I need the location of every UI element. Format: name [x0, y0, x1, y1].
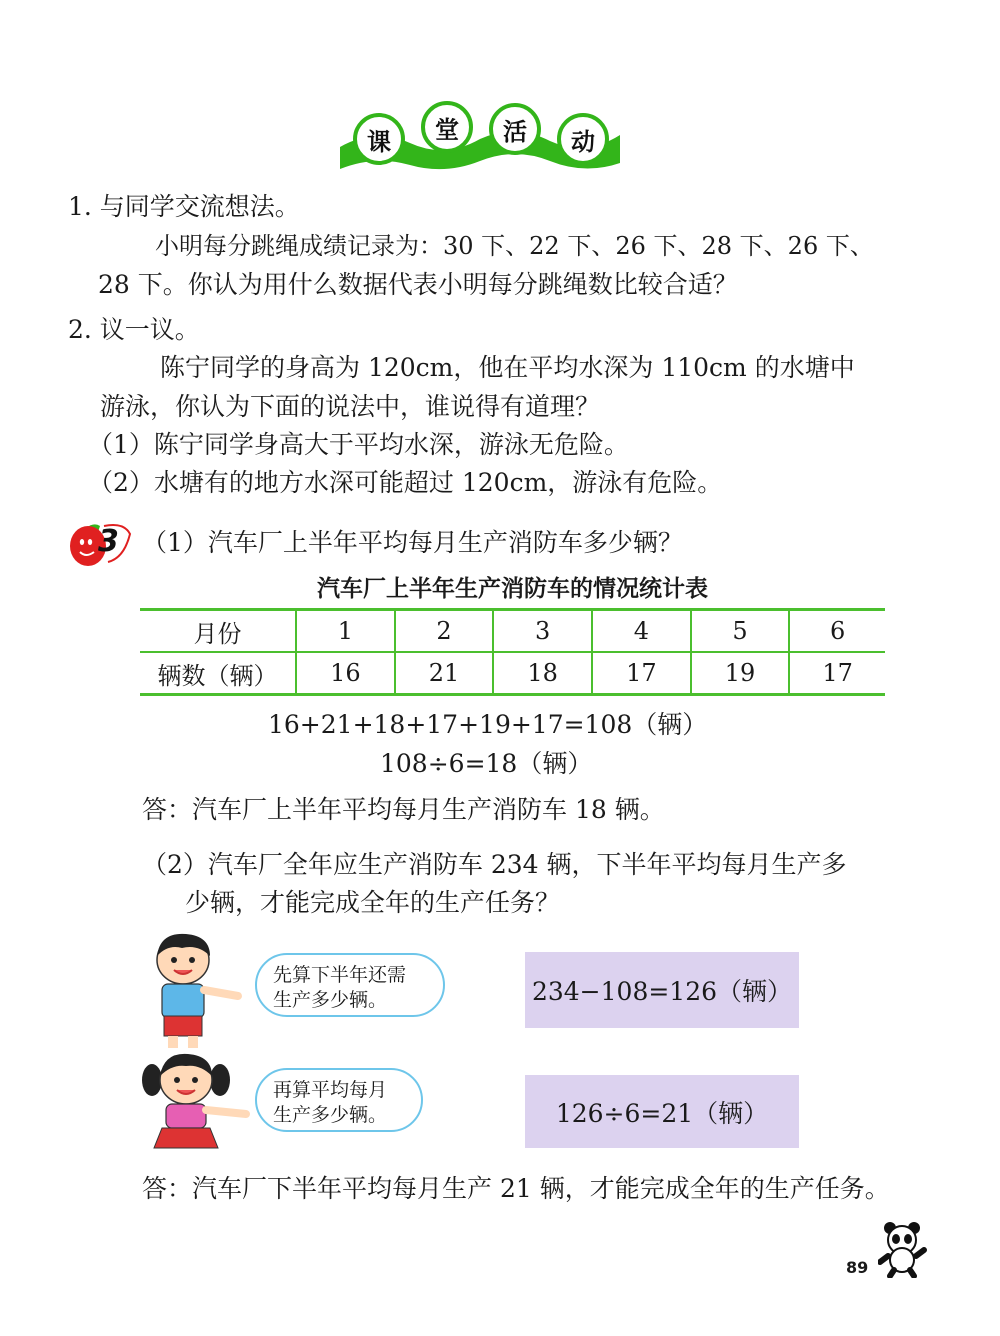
- boy-icon: [138, 930, 248, 1050]
- girl-speech-line-1: 再算平均每月: [273, 1079, 388, 1101]
- example-number: 3: [98, 524, 119, 559]
- table-cell-count: 17: [789, 652, 885, 695]
- activity-1-title: 1. 与同学交流想法。: [68, 192, 300, 221]
- section-banner: [335, 95, 625, 175]
- girl-illustration: [138, 1050, 256, 1150]
- page-number: 89: [846, 1258, 869, 1277]
- stats-table: [140, 608, 885, 696]
- table-cell-month: 3: [493, 610, 592, 653]
- table-cell-count: 16: [296, 652, 395, 695]
- answer-2: 答：汽车厂下半年平均每月生产 21 辆，才能完成全年的生产任务。: [142, 1174, 890, 1203]
- calculation-sum: 16+21+18+17+19+17=108（辆）: [268, 710, 708, 739]
- table-cell-count: 19: [691, 652, 790, 695]
- calculation-average: 108÷6=18（辆）: [380, 749, 593, 778]
- table-cell-month: 2: [395, 610, 494, 653]
- girl-calculation: 126÷6=21（辆）: [555, 1098, 769, 1128]
- boy-speech-line-1: 先算下半年还需: [273, 964, 407, 986]
- table-cell-count: 18: [493, 652, 592, 695]
- table-cell-month: 6: [789, 610, 885, 653]
- activity-2-option-2: （2）水塘有的地方水深可能超过 120cm，游泳有危险。: [88, 468, 723, 497]
- boy-calculation-box: [525, 952, 799, 1028]
- table-header-count: 辆数（辆）: [140, 652, 296, 695]
- table-cell-month: 5: [691, 610, 790, 653]
- table-cell-count: 17: [592, 652, 691, 695]
- panda-icon: [878, 1220, 928, 1278]
- example-3-marker: [64, 518, 136, 570]
- girl-speech-line-2: 生产多少辆。: [273, 1104, 388, 1126]
- girl-calculation-box: [525, 1075, 799, 1148]
- boy-illustration: [138, 930, 248, 1050]
- banner-char-2: 堂: [421, 101, 473, 153]
- example-3-question-2-line-2: 少辆，才能完成全年的生产任务？: [185, 888, 561, 917]
- girl-icon: [138, 1050, 256, 1150]
- banner-char-3: 活: [489, 103, 541, 155]
- activity-2-option-1: （1）陈宁同学身高大于平均水深，游泳无危险。: [88, 430, 629, 459]
- table-row-months: [140, 610, 885, 653]
- table-title: 汽车厂上半年生产消防车的情况统计表: [317, 576, 708, 602]
- table-header-month: 月份: [140, 610, 296, 653]
- answer-1: 答：汽车厂上半年平均每月生产消防车 18 辆。: [142, 795, 665, 824]
- activity-2-line-2: 游泳，你认为下面的说法中，谁说得有道理？: [100, 392, 601, 421]
- table-row-counts: [140, 652, 885, 695]
- example-3-question-2-line-1: （2）汽车厂全年应生产消防车 234 辆，下半年平均每月生产多: [142, 850, 847, 879]
- table-cell-count: 21: [395, 652, 494, 695]
- boy-speech-line-2: 生产多少辆。: [273, 989, 388, 1011]
- banner-char-1: 课: [353, 113, 405, 165]
- boy-speech-bubble: [255, 953, 445, 1017]
- boy-calculation: 234−108=126（辆）: [531, 977, 793, 1006]
- panda-decoration: [878, 1220, 928, 1278]
- activity-2-line-1: 陈宁同学的身高为 120cm，他在平均水深为 110cm 的水塘中: [160, 353, 855, 382]
- girl-speech-bubble: [255, 1068, 423, 1132]
- example-3-question-1: （1）汽车厂上半年平均每月生产消防车多少辆？: [142, 528, 683, 557]
- activity-1-line-2: 28 下。你认为用什么数据代表小明每分跳绳数比较合适？: [98, 270, 738, 299]
- banner-char-4: 动: [557, 113, 609, 165]
- activity-1-line-1: 小明每分跳绳成绩记录为：30 下、22 下、26 下、28 下、26 下、: [155, 232, 874, 260]
- activity-2-title: 2. 议一议。: [68, 315, 200, 344]
- table-cell-month: 4: [592, 610, 691, 653]
- table-cell-month: 1: [296, 610, 395, 653]
